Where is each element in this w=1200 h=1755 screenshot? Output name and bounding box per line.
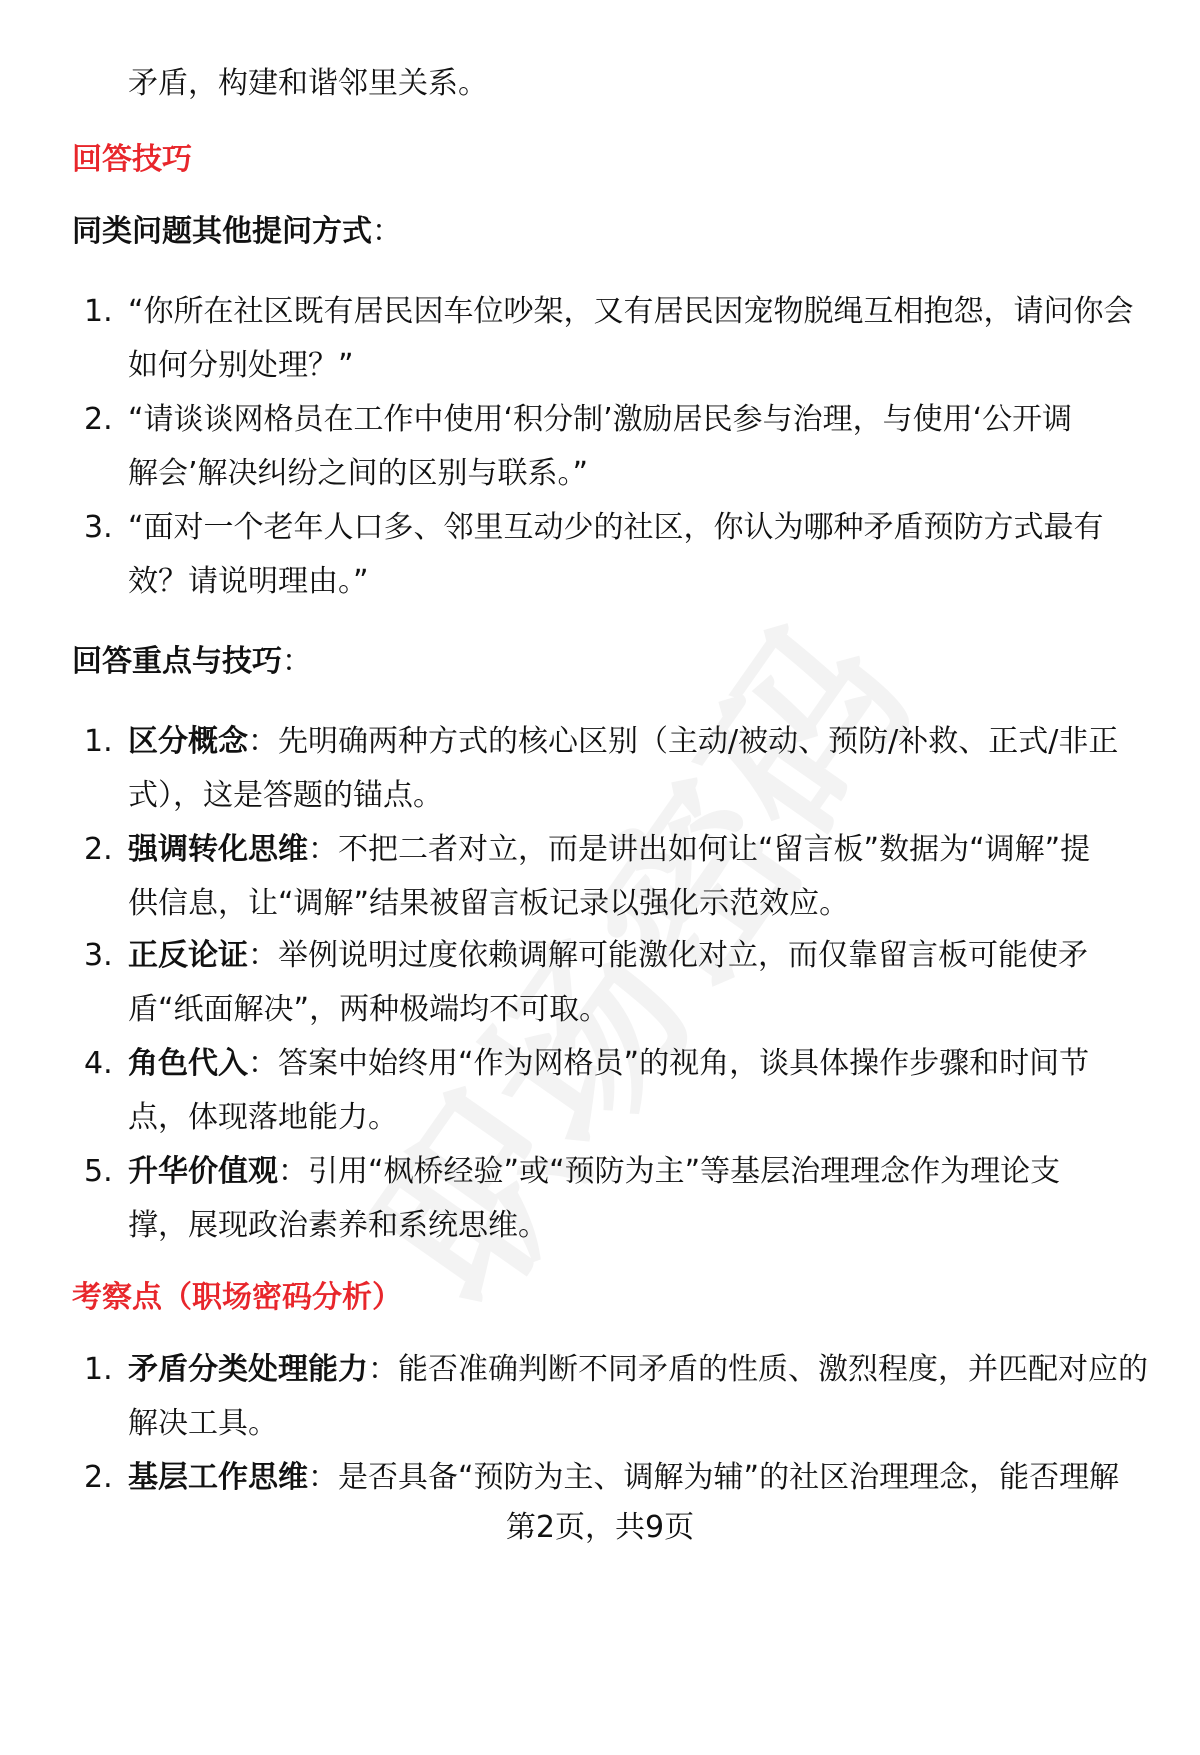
list-item-text: 基层工作思维：是否具备“预防为主、调解为辅”的社区治理理念，能否理解 [128, 1460, 1120, 1495]
list-item-text: 盾“纸面解决”，两种极端均不可取。 [128, 992, 610, 1027]
list-number: 1. [84, 294, 113, 329]
list-item-text: 解会’解决纠纷之间的区别与联系。” [128, 456, 589, 491]
list-number: 5. [84, 1154, 113, 1189]
list-number: 1. [84, 724, 113, 759]
list-item-text: 升华价值观：引用“枫桥经验”或“预防为主”等基层治理理念作为理论支 [128, 1154, 1061, 1189]
list-item-text: 区分概念：先明确两种方式的核心区别（主动/被动、预防/补救、正式/非正 [128, 724, 1119, 759]
list-item-text: 解决工具。 [128, 1406, 278, 1441]
subheading-key-points: 回答重点与技巧： [72, 644, 312, 679]
section-title-answer-tips: 回答技巧 [72, 142, 192, 177]
list-item-text: 供信息，让“调解”结果被留言板记录以强化示范效应。 [128, 886, 850, 921]
list-item-text: 角色代入：答案中始终用“作为网格员”的视角，谈具体操作步骤和时间节 [128, 1046, 1090, 1081]
list-number: 3. [84, 938, 113, 973]
list-item-text: “你所在社区既有居民因车位吵架，又有居民因宠物脱绳互相抱怨，请问你会 [128, 294, 1134, 329]
list-item-text: 如何分别处理？” [128, 348, 354, 383]
list-item-text: 矛盾分类处理能力：能否准确判断不同矛盾的性质、激烈程度，并匹配对应的 [128, 1352, 1148, 1387]
intro-continuation: 矛盾，构建和谐邻里关系。 [128, 66, 488, 101]
list-number: 4. [84, 1046, 113, 1081]
list-number: 2. [84, 402, 113, 437]
section-title-assessment: 考察点（职场密码分析） [72, 1280, 402, 1315]
page-footer: 第2页，共9页 [505, 1510, 695, 1545]
subheading-other-questions: 同类问题其他提问方式： [72, 214, 402, 249]
list-item-text: 点，体现落地能力。 [128, 1100, 398, 1135]
list-item-text: 正反论证：举例说明过度依赖调解可能激化对立，而仅靠留言板可能使矛 [128, 938, 1088, 973]
list-number: 2. [84, 832, 113, 867]
list-item-text: 强调转化思维：不把二者对立，而是讲出如何让“留言板”数据为“调解”提 [128, 832, 1091, 867]
list-item-text: 撑，展现政治素养和系统思维。 [128, 1208, 548, 1243]
list-item-text: 式），这是答题的锚点。 [128, 778, 443, 813]
list-number: 3. [84, 510, 113, 545]
list-number: 2. [84, 1460, 113, 1495]
list-item-text: “面对一个老年人口多、邻里互动少的社区，你认为哪种矛盾预防方式最有 [128, 510, 1104, 545]
list-item-text: 效？请说明理由。” [128, 564, 369, 599]
list-number: 1. [84, 1352, 113, 1387]
list-item-text: “请谈谈网格员在工作中使用‘积分制’激励居民参与治理，与使用‘公开调 [128, 402, 1073, 437]
